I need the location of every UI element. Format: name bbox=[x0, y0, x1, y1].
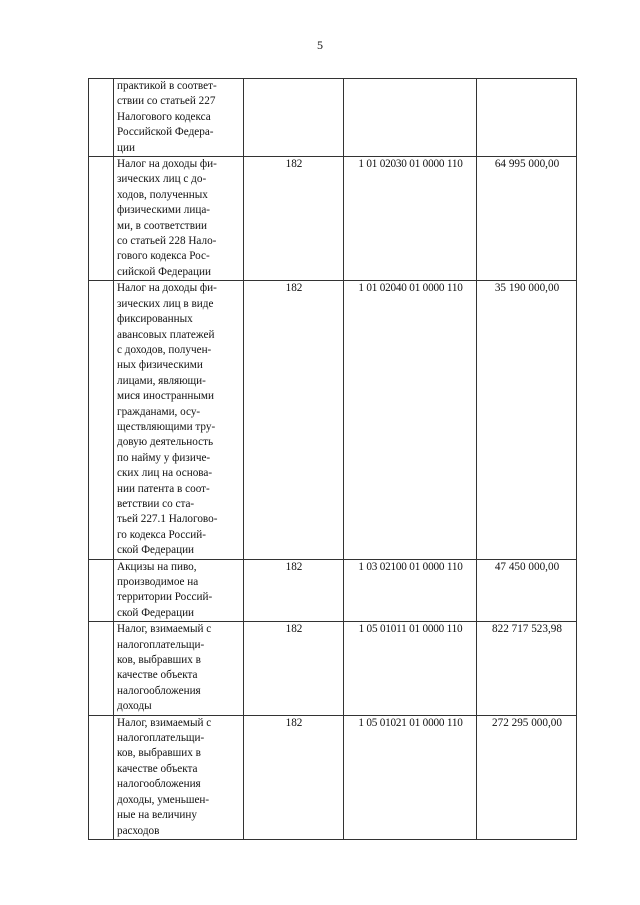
budget-code-cell: 1 03 02100 01 0000 110 bbox=[344, 559, 477, 622]
index-cell bbox=[89, 559, 114, 622]
budget-code-cell bbox=[344, 79, 477, 157]
revenue-name-cell: Налог, взимаемый с налогоплательщи- ков, выбравших в качестве объекта налогообложения доходы bbox=[114, 622, 244, 715]
index-cell bbox=[89, 157, 114, 281]
revenue-name-cell: Акцизы на пиво, производимое на территории Россий- ской Федерации bbox=[114, 559, 244, 622]
amount-cell: 35 190 000,00 bbox=[477, 281, 577, 559]
amount-cell bbox=[477, 79, 577, 157]
table-row bbox=[89, 715, 577, 839]
budget-code-cell: 1 05 01021 01 0000 110 bbox=[344, 715, 477, 839]
budget-code-cell: 1 01 02040 01 0000 110 bbox=[344, 281, 477, 559]
revenue-name-cell: Налог на доходы фи- зических лиц в виде фиксированных авансовых платежей с доходов, получен- ных физическими лицами, являющи- мися иностранными гражданами, осу- ществляющими тру- довую деятельность по найму у физиче- ских лиц на основа- нии патента в соот- ветствии со ста- тьей 227.1 Налогово- го кодекса Россий- ской Федерации bbox=[114, 281, 244, 559]
admin-code-cell: 182 bbox=[244, 715, 344, 839]
page-number: 5 bbox=[317, 38, 323, 52]
amount-cell: 272 295 000,00 bbox=[477, 715, 577, 839]
budget-code-cell: 1 05 01011 01 0000 110 bbox=[344, 622, 477, 715]
amount-cell: 822 717 523,98 bbox=[477, 622, 577, 715]
amount-cell: 64 995 000,00 bbox=[477, 157, 577, 281]
table-row bbox=[89, 157, 577, 281]
revenue-name-cell: практикой в соответ- ствии со статьей 227 Налогового кодекса Российской Федера- ции bbox=[114, 79, 244, 157]
table-row bbox=[89, 79, 577, 157]
amount-cell: 47 450 000,00 bbox=[477, 559, 577, 622]
index-cell bbox=[89, 281, 114, 559]
index-cell bbox=[89, 79, 114, 157]
revenue-name-cell: Налог на доходы фи- зических лиц с до- ходов, полученных физическими лица- ми, в соответствии со статьей 228 Нало- гового кодекса Рос- сийской Федерации bbox=[114, 157, 244, 281]
budget-code-cell: 1 01 02030 01 0000 110 bbox=[344, 157, 477, 281]
admin-code-cell: 182 bbox=[244, 622, 344, 715]
index-cell bbox=[89, 715, 114, 839]
revenue-name-cell: Налог, взимаемый с налогоплательщи- ков, выбравших в качестве объекта налогообложения доходы, уменьшен- ные на величину расходов bbox=[114, 715, 244, 839]
admin-code-cell bbox=[244, 79, 344, 157]
budget-revenue-table bbox=[88, 78, 577, 840]
admin-code-cell: 182 bbox=[244, 559, 344, 622]
index-cell bbox=[89, 622, 114, 715]
admin-code-cell: 182 bbox=[244, 281, 344, 559]
table-row bbox=[89, 281, 577, 559]
admin-code-cell: 182 bbox=[244, 157, 344, 281]
table-row bbox=[89, 622, 577, 715]
table-row bbox=[89, 559, 577, 622]
